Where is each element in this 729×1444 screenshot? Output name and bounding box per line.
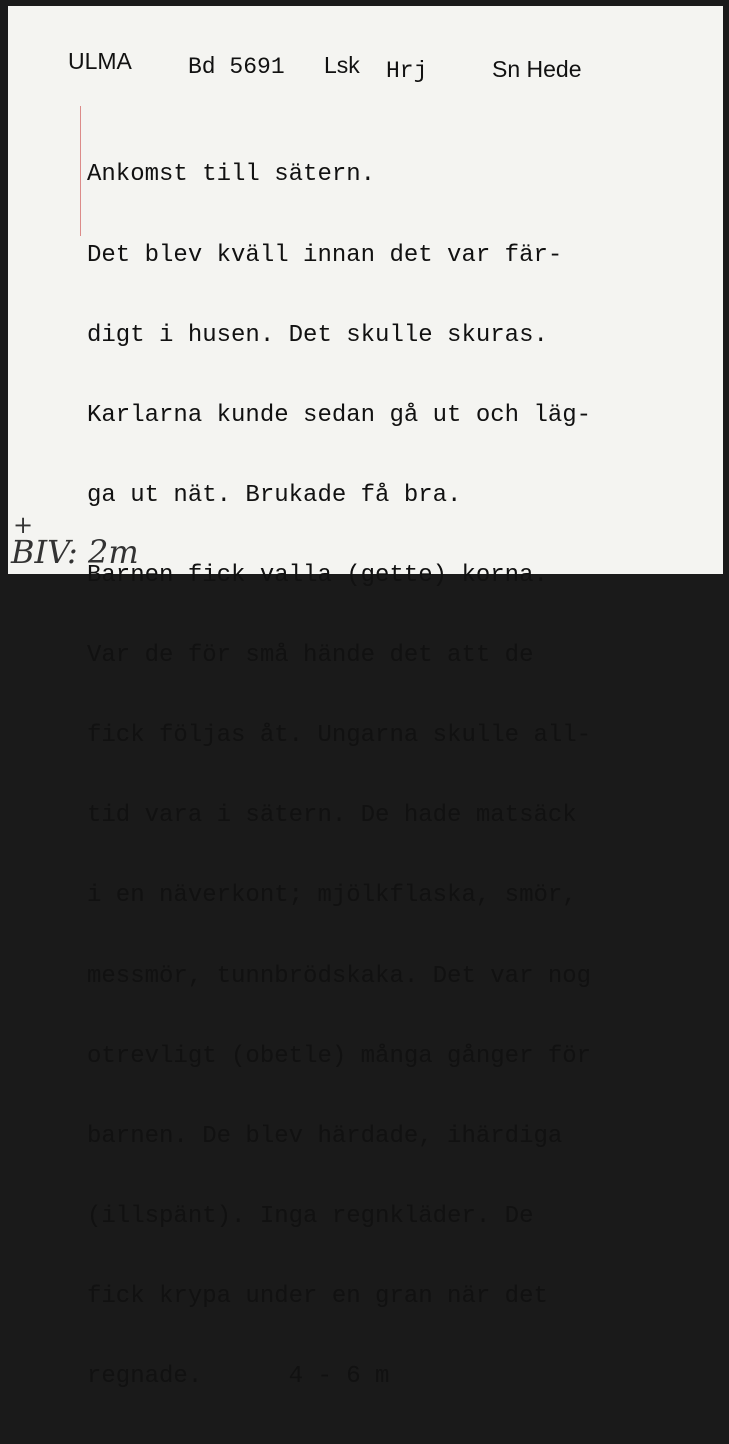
text-line: Det blev kväll innan det var fär-: [87, 241, 563, 269]
record-text: [87, 109, 591, 1444]
handwritten-mark: +: [13, 511, 34, 539]
archive-card: [8, 6, 723, 1391]
card-header: [8, 48, 723, 88]
text-line: Barnen fick valla (gette) korna.: [87, 561, 548, 589]
text-line: i en näverkont; mjölkflaska, smör,: [87, 882, 577, 910]
background-stamp: [645, 36, 705, 556]
text-line: digt i husen. Det skulle skuras.: [87, 321, 548, 349]
text-line: otrevligt (obetle) många gånger för: [87, 1042, 592, 1070]
margin-line: [80, 106, 81, 236]
signum: Bd 5691: [188, 54, 285, 80]
harad: Hrj: [386, 58, 428, 84]
socken: Sn Hede: [492, 56, 582, 82]
text-line: tid vara i sätern. De hade matsäck: [87, 802, 577, 830]
text-line: regnade. 4 - 6 m: [87, 1363, 390, 1391]
text-line: fick krypa under en gran när det: [87, 1282, 548, 1310]
handwritten-code: BIV: 2m: [11, 533, 139, 571]
text-line: barnen. De blev härdade, ihärdiga: [87, 1122, 563, 1150]
landskap: Lsk: [324, 52, 360, 78]
text-line: Var de för små hände det att de: [87, 642, 534, 670]
text-line: Ankomst till sätern.: [87, 161, 376, 189]
archive-name: ULMA: [68, 48, 132, 74]
text-line: fick följas åt. Ungarna skulle all-: [87, 722, 592, 750]
text-line: ga ut nät. Brukade få bra.: [87, 481, 462, 509]
text-line: (illspänt). Inga regnkläder. De: [87, 1202, 534, 1230]
text-line: messmör, tunnbrödskaka. Det var nog: [87, 962, 592, 990]
text-line: Karlarna kunde sedan gå ut och läg-: [87, 401, 592, 429]
